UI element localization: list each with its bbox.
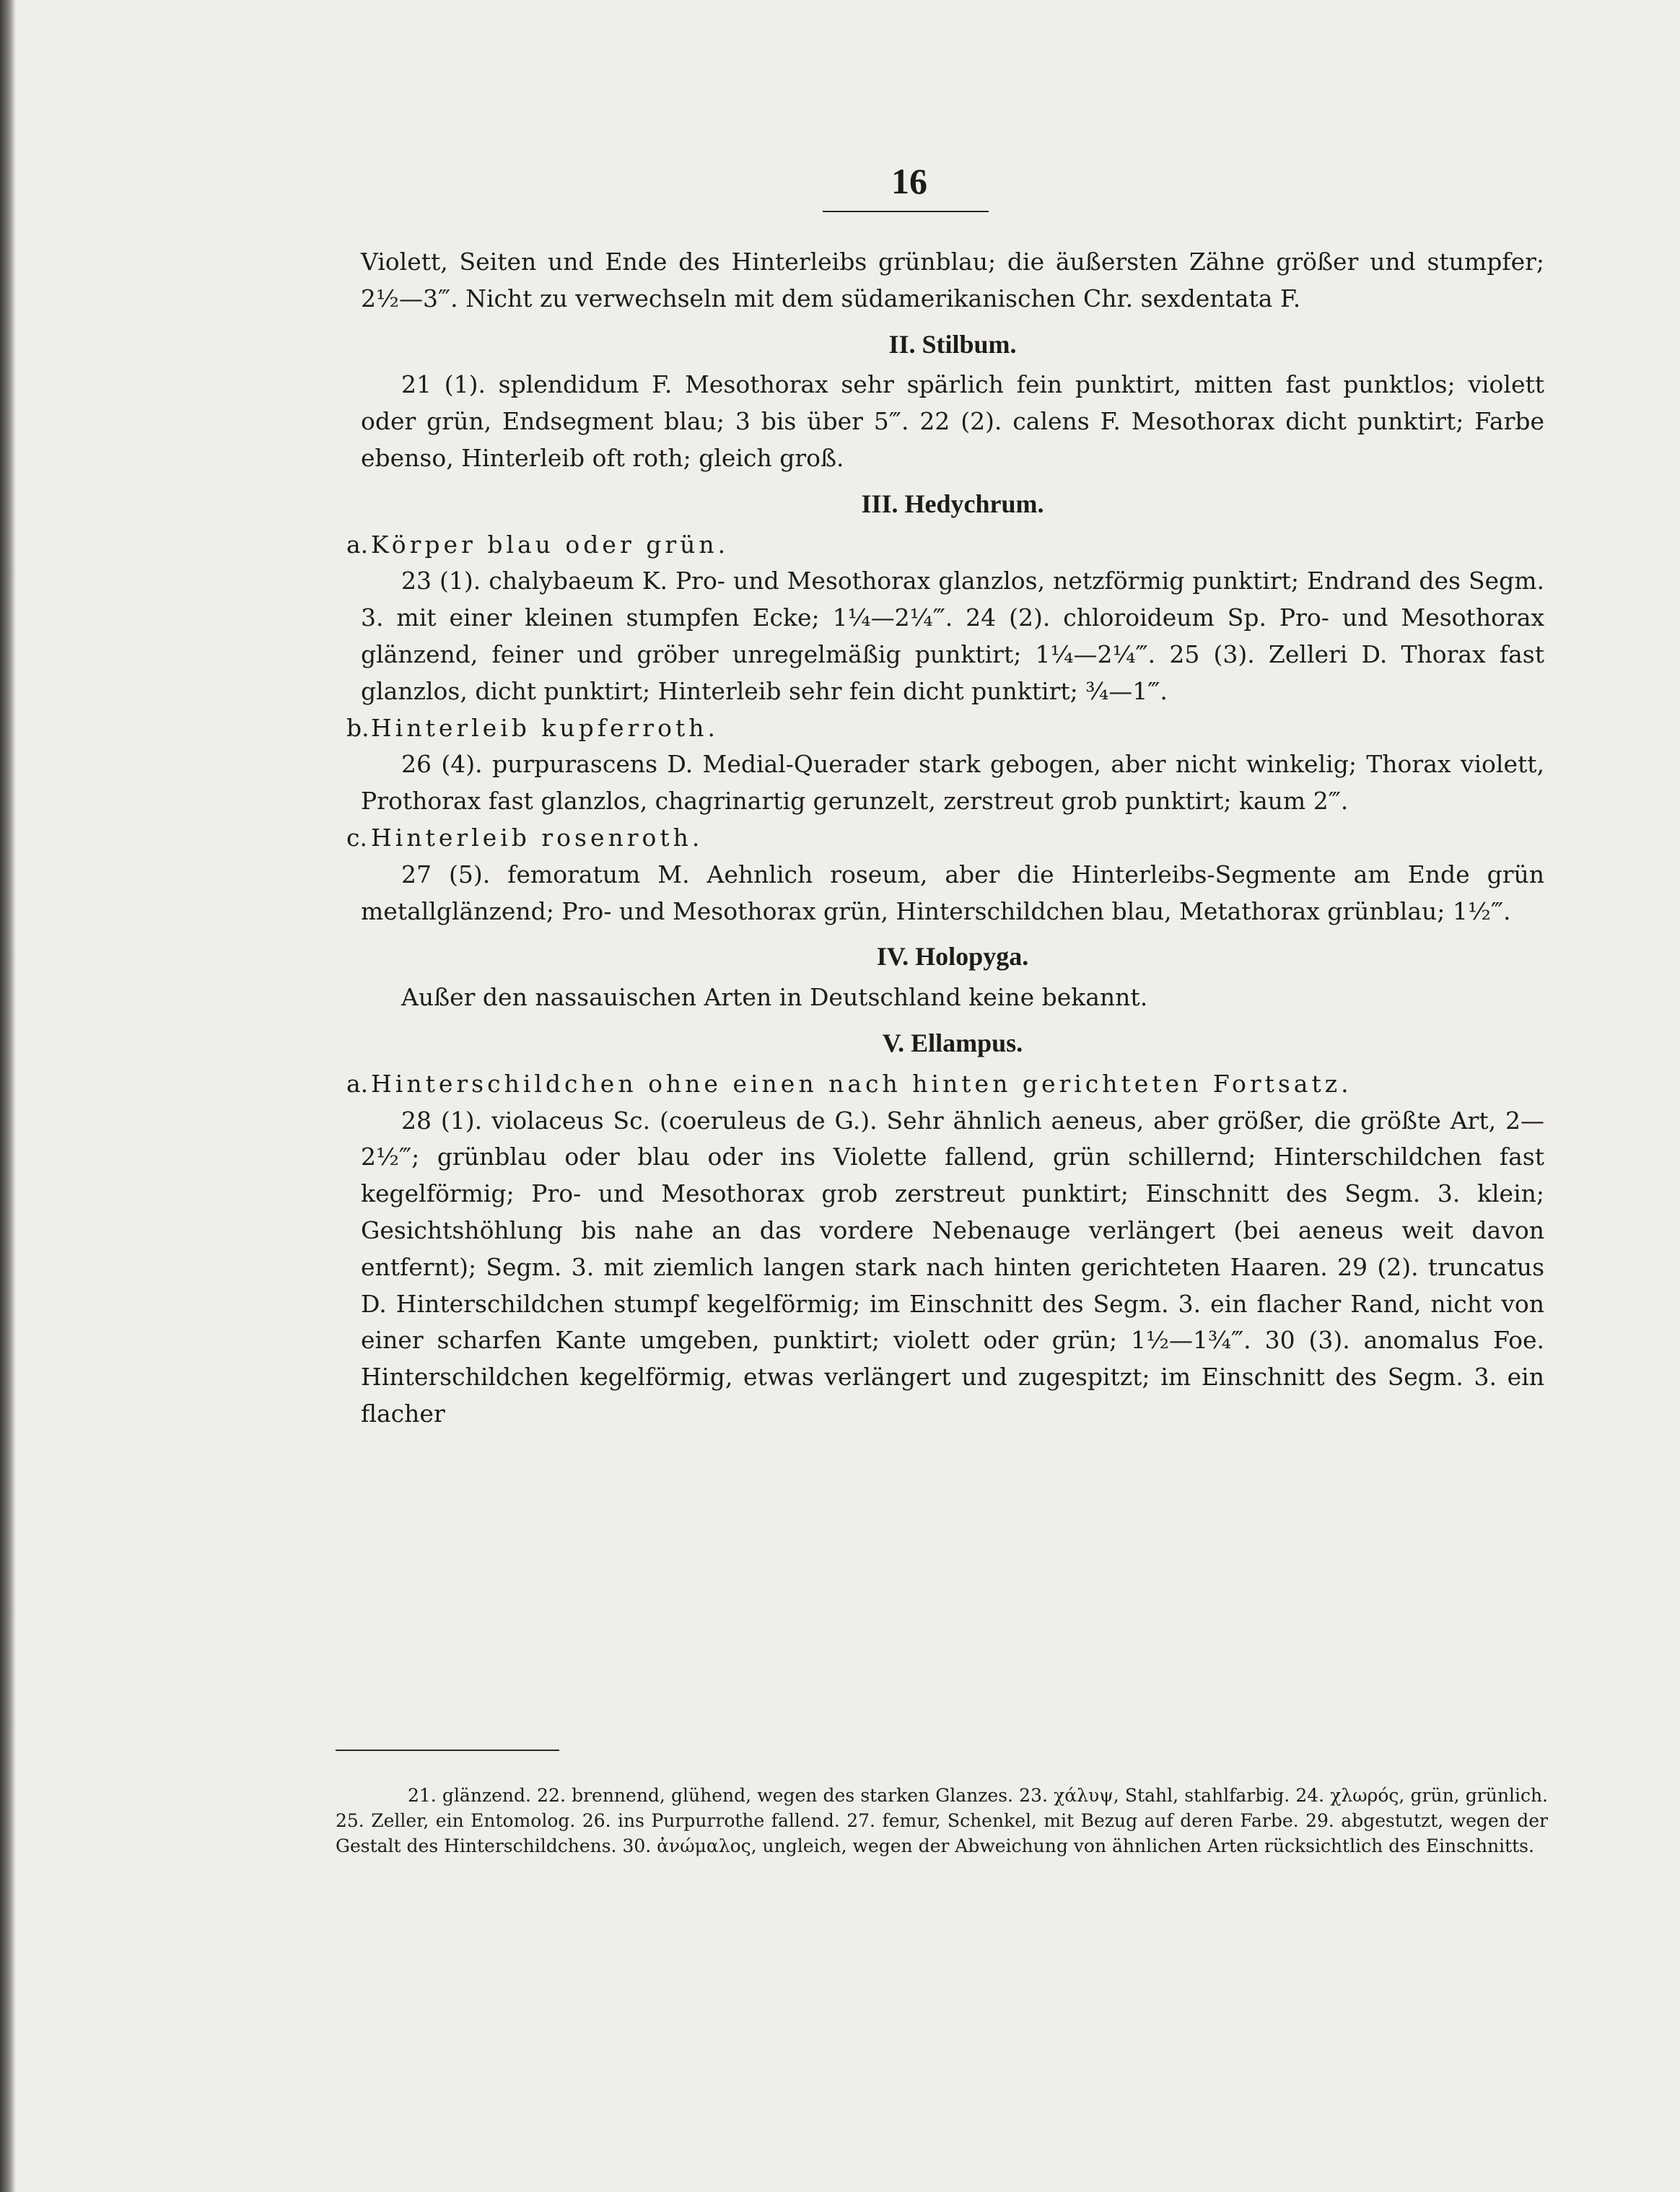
subheading-b [346,710,1544,747]
footnotes [336,1783,1548,1859]
paragraph-stilbum: 21 (1). splendidum F. Mesothorax sehr spärlich fein punktirt, mitten fast punktlos; violett oder grün, Endsegment blau; 3 bis über 5‴. 22 (2). calens F. Mesothorax dicht punktirt; Farbe ebenso, Hinterleib oft roth; gleich groß. [361,370,1544,472]
subheading-text: Körper blau oder grün. [371,530,730,559]
paragraph-hedychrum-c: 27 (5). femoratum M. Aehnlich roseum, aber die Hinterleibs-Segmente am Ende grün metallglänzend; Pro- und Mesothorax grün, Hinterschildchen blau, Metathorax grünblau; 1½‴. [361,860,1544,925]
paragraph-hedychrum-a: 23 (1). chalybaeum K. Pro- und Mesothorax glanzlos, netzförmig punktirt; Endrand des Segm. 3. mit einer kleinen stumpfen Ecke; 1¼—2¼‴. 24 (2). chloroideum Sp. Pro- und Mesothorax glänzend, feiner und gröber unregelmäßig punktirt; 1¼—2¼‴. 25 (3). Zelleri D. Thorax fast glanzlos, dicht punktirt; Hinterleib sehr fein dicht punktirt; ¾—1‴. [361,567,1544,705]
page-number: 16 [891,161,927,201]
subheading-label: a. [346,530,369,559]
subheading-text: Hinterleib kupferroth. [371,713,719,742]
page-number-rule [823,211,989,212]
main-text [346,244,1544,1433]
paragraph-holopyga: Außer den nassauischen Arten in Deutschland keine bekannt. [401,983,1148,1012]
subheading-ellampus-a [346,1066,1544,1103]
subheading-c [346,820,1544,857]
heading-hedychrum: III. Hedychrum. [861,489,1044,518]
heading-ellampus: V. Ellampus. [882,1028,1023,1057]
subheading-text: Hinterschildchen ohne einen nach hinten gerichteten Fortsatz. [371,1069,1352,1098]
subheading-text: Hinterleib rosenroth. [371,823,704,852]
paragraph-continuation: Violett, Seiten und Ende des Hinterleibs grünblau; die äußersten Zähne größer und stumpfer; 2½—3‴. Nicht zu verwechseln mit dem südamerikanischen Chr. sexdentata F. [361,248,1544,313]
footnote-text: 21. glänzend. 22. brennend, glühend, wegen des starken Glanzes. 23. χάλυψ, Stahl, stahlfarbig. 24. χλωρός, grün, grünlich. 25. Zeller, ein Entomolog. 26. ins Purpurrothe fallend. 27. femur, Schenkel, mit Bezug auf deren Farbe. 29. abgestutzt, wegen der Gestalt des Hinterschildchens. 30. ἀνώμαλος, ungleich, wegen der Abweichung von ähnlichen Arten rücksichtlich des Einschnitts. [336,1785,1548,1856]
paragraph-hedychrum-b: 26 (4). purpurascens D. Medial-Querader stark gebogen, aber nicht winkelig; Thorax violett, Prothorax fast glanzlos, chagrinartig gerunzelt, zerstreut grob punktirt; kaum 2‴. [361,750,1544,816]
heading-holopyga: IV. Holopyga. [876,942,1029,971]
paragraph-ellampus: 28 (1). violaceus Sc. (coeruleus de G.). Sehr ähnlich aeneus, aber größer, die größte Art, 2—2½‴; grünblau oder blau oder ins Violette fallend, grün schillernd; Hinterschildchen fast kegelförmig; Pro- und Mesothorax grob zerstreut punktirt; Einschnitt des Segm. 3. klein; Gesichtshöhlung bis nahe an das vordere Nebenauge verlängert (bei aeneus weit davon entfernt); Segm. 3. mit ziemlich langen stark nach hinten gerichteten Haaren. 29 (2). truncatus D. Hinterschildchen stumpf kegelförmig; im Einschnitt des Segm. 3. ein flacher Rand, nicht von einer scharfen Kante umgeben, punktirt; violett oder grün; 1½—1¾‴. 30 (3). anomalus Foe. Hinterschildchen kegelförmig, etwas verlängert und zugespitzt; im Einschnitt des Segm. 3. ein flacher [361,1106,1544,1428]
subheading-label: c. [346,823,367,852]
footnote-rule [336,1750,559,1751]
heading-stilbum: II. Stilbum. [888,329,1017,359]
page-binding-edge [0,0,16,2192]
subheading-label: a. [346,1069,369,1098]
subheading-a [346,527,1544,564]
subheading-label: b. [346,713,369,742]
